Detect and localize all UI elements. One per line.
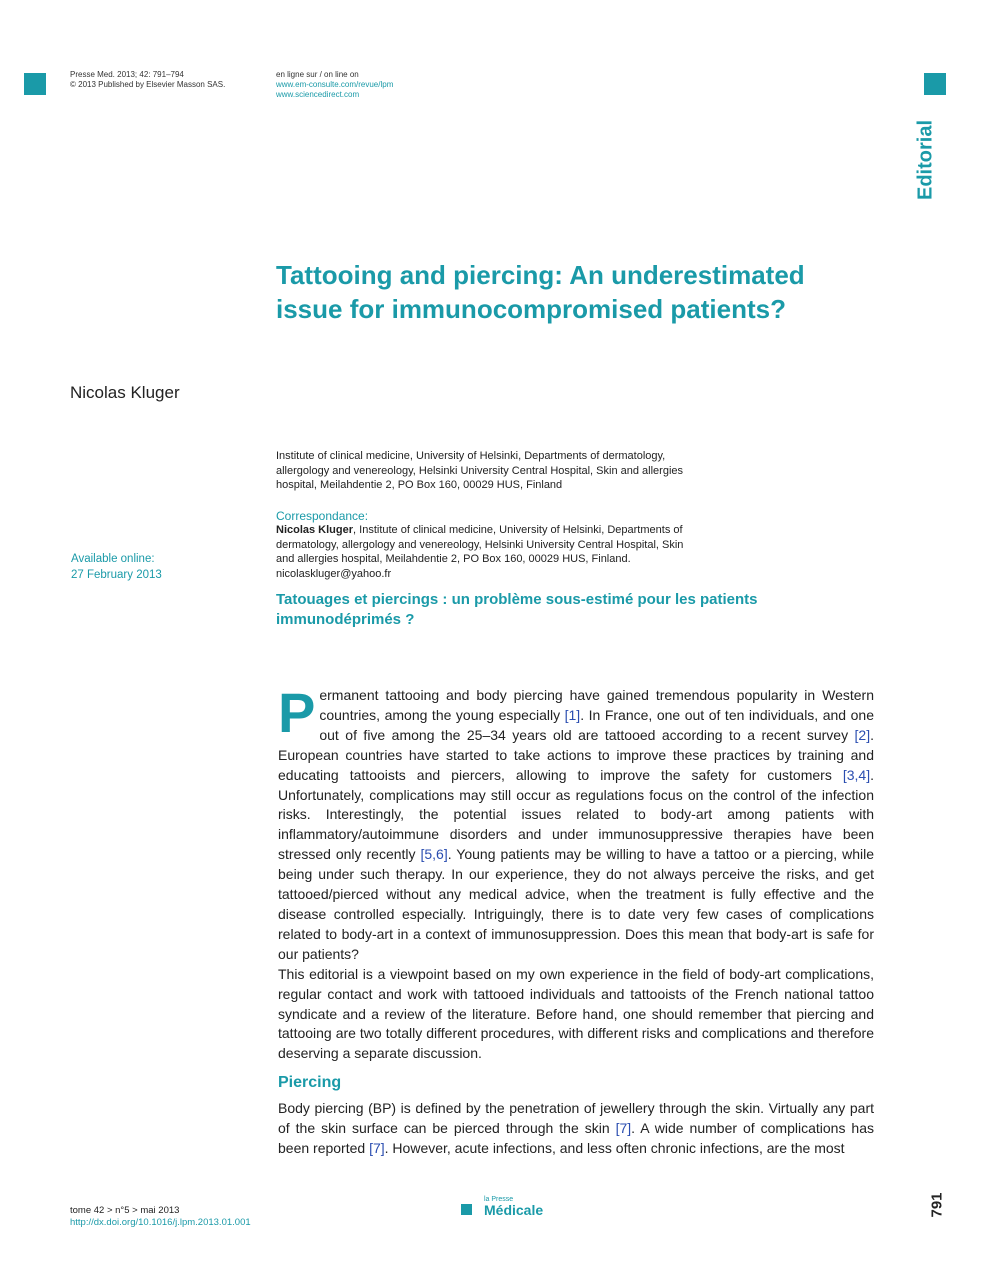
- available-label: Available online:: [71, 553, 155, 565]
- citation-link[interactable]: [2]: [854, 726, 871, 743]
- sciencedirect-link[interactable]: www.sciencedirect.com: [276, 90, 360, 99]
- correspondence-heading: Correspondance:: [276, 509, 369, 523]
- page-number-text: 791: [928, 1192, 946, 1218]
- paragraph-piercing: Body piercing (BP) is defined by the penetration of jewellery through the skin. Virtually any part of the skin surface can be pierced through the skin [7]. A wide number of complications has been reported [7]. However, acute infections, and less often chronic infections, are the most: [278, 1100, 874, 1157]
- citation-link[interactable]: [3,4]: [842, 766, 871, 783]
- page-number: [922, 1188, 952, 1222]
- heading-piercing: Piercing: [278, 1074, 342, 1092]
- correspondence-address: , Institute of clinical medicine, University of Helsinki, Departments of dermatology, allergology and venereology, Helsinki University Central Hospital, Skin and allergies hospital, Meilahdentie 2, PO Box 160, 00029 HUS, Finland.: [276, 524, 684, 565]
- section-label-text: Editorial: [914, 119, 937, 201]
- em-consulte-link[interactable]: www.em-consulte.com/revue/lpm: [276, 80, 394, 89]
- corner-square-left: [24, 73, 46, 95]
- correspondence-block: [276, 523, 696, 581]
- logo-square: [461, 1204, 472, 1215]
- logo-small-text: la Presse: [484, 1196, 514, 1203]
- available-date: 27 February 2013: [71, 569, 162, 581]
- copyright-line: © 2013 Published by Elsevier Masson SAS.: [70, 80, 226, 89]
- author-name: Nicolas Kluger: [70, 383, 180, 402]
- correspondence-name: Nicolas Kluger: [276, 524, 354, 536]
- paragraph-viewpoint: This editorial is a viewpoint based on my own experience in the field of body-art complications, regular contact and work with tattooed individuals and tattooists of the French national tattoo syndicate and a review of the literature. Before hand, one should remember that piercing and tattooing are two totally different procedures, with different risks and complications and therefore deserving a separate discussion.: [278, 965, 874, 1062]
- doi-link[interactable]: http://dx.doi.org/10.1016/j.lpm.2013.01.001: [70, 1217, 251, 1228]
- citation-link[interactable]: [7]: [369, 1140, 385, 1157]
- article-body: [278, 681, 874, 1159]
- journal-logo: [461, 1196, 571, 1220]
- citation-link[interactable]: [1]: [564, 706, 581, 723]
- drop-cap: P: [278, 681, 316, 744]
- issue-line: tome 42 > n°5 > mai 2013: [70, 1205, 180, 1216]
- journal-header: [70, 70, 225, 90]
- section-label: [906, 118, 946, 202]
- footer-info: [70, 1205, 251, 1229]
- affiliation: Institute of clinical medicine, University of Helsinki, Departments of dermatology, allergology and venereology, Helsinki University Central Hospital, Skin and allergies hospital, Meilahdentie 2, PO Box 160, 00029 HUS, Finland: [276, 450, 683, 491]
- online-header: [276, 70, 393, 100]
- logo-big-text: Médicale: [484, 1202, 544, 1218]
- french-title: Tatouages et piercings : un problème sous-estimé pour les patients immunodéprimés ?: [276, 591, 758, 628]
- paragraph-intro: Permanent tattooing and body piercing have gained tremendous popularity in Western countries, among the young especially [1]. In France, one out of ten individuals, and one out of five among the 25–34 years old are tattooed according to a recent survey [2]. European countries have started to take actions to improve these practices by training and educating tattooists and piercers, allowing to improve the safety for customers [3,4]. Unfortunately, complications may still occur as regulations focus on the control of the infection risks. Interestingly, the potential issues related to body-art among patients with inflammatory/autoimmune disorders and under immunosuppressive therapies have been stressed only recently [5,6]. Young patients may be willing to have a tattoo or a piercing, while being under such therapy. In our experience, they do not always perceive the risks, and get tattooed/pierced without any medical advice, when the treatment is fully effective and the disease controlled especially. Intriguingly, there is to date very few cases of complications related to body-art in a context of immunosuppression. Does this mean that body-art is safe for our patients?: [278, 681, 874, 962]
- online-label: en ligne sur / on line on: [276, 70, 359, 79]
- citation-link[interactable]: [5,6]: [420, 846, 448, 863]
- correspondence-email[interactable]: nicolaskluger@yahoo.fr: [276, 567, 392, 580]
- journal-citation: Presse Med. 2013; 42: 791–794: [70, 70, 184, 79]
- available-online: [71, 551, 162, 583]
- citation-link[interactable]: [7]: [615, 1120, 632, 1137]
- corner-square-right: [924, 73, 946, 95]
- article-title: Tattooing and piercing: An underestimated issue for immunocompromised patients?: [276, 260, 805, 324]
